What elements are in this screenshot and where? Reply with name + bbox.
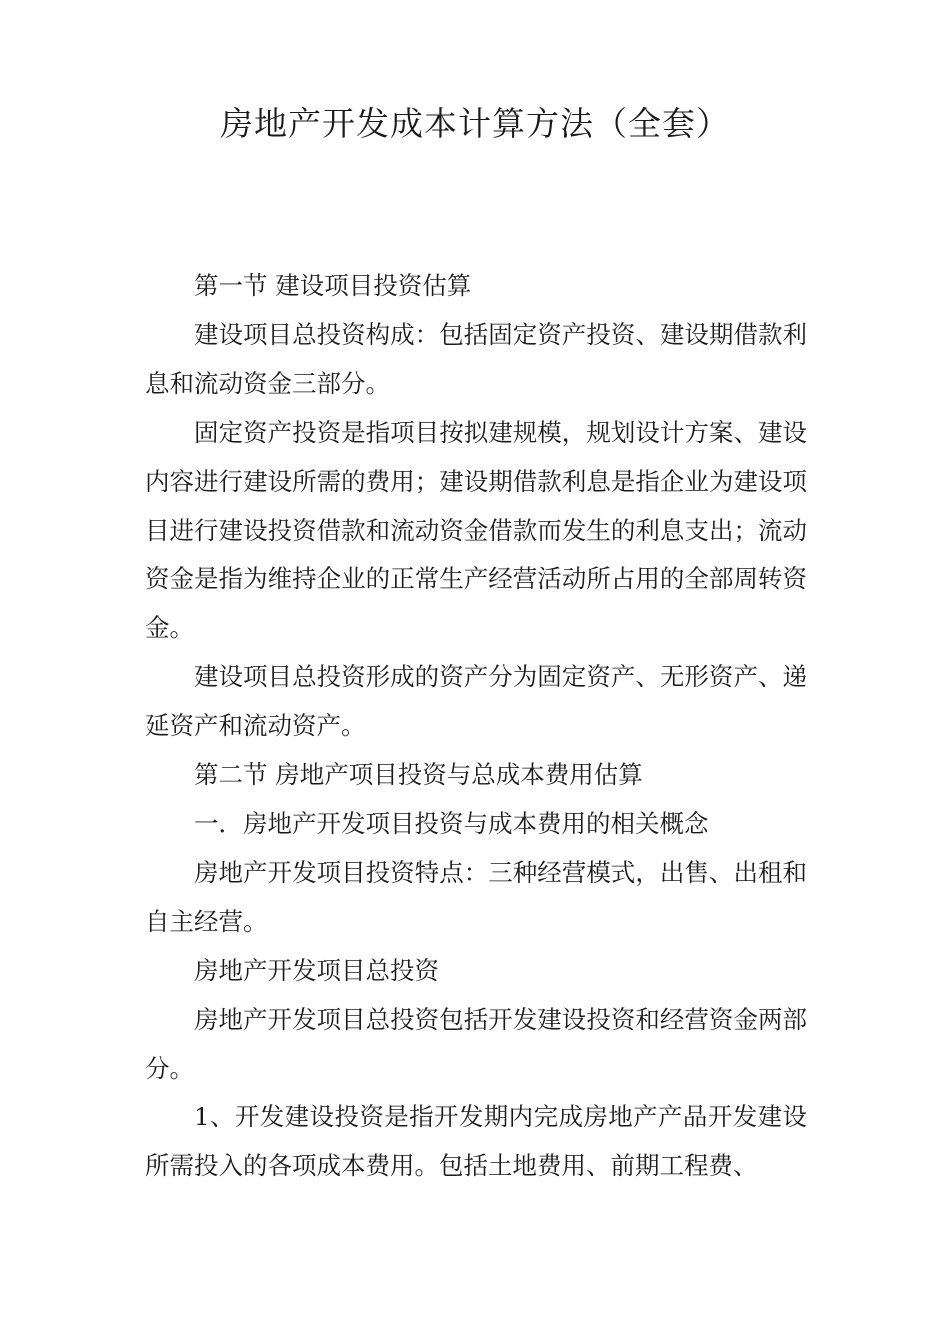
section-heading-2: 第二节 房地产项目投资与总成本费用估算 [194, 760, 643, 790]
paragraph-total-investment-heading: 房地产开发项目总投资 [194, 955, 439, 985]
document-title: 房地产开发成本计算方法（全套） [220, 104, 730, 143]
paragraph-total-investment: 建设项目总投资构成：包括固定资产投资、建设期借款利息和流动资金三部分。 [145, 319, 807, 398]
paragraph-total-investment-parts: 房地产开发项目总投资包括开发建设投资和经营资金两部分。 [145, 1004, 807, 1083]
section-heading-1: 第一节 建设项目投资估算 [194, 271, 472, 300]
paragraph-fixed-assets: 固定资产投资是指项目按拟建规模，规划设计方案、建设内容进行建设所需的费用；建设期借款利息是指企业为建设项目进行建设投资借款和流动资金借款而发生的利息支出；流动资金是指为维持企业的正常生产经营活动所占用的全部周转资金。 [145, 417, 807, 643]
subsection-heading-1: 一．房地产开发项目投资与成本费用的相关概念 [194, 808, 709, 838]
paragraph-investment-features: 房地产开发项目投资特点：三种经营模式，出售、出租和自主经营。 [145, 857, 807, 936]
document-body [145, 262, 807, 1191]
paragraph-asset-types: 建设项目总投资形成的资产分为固定资产、无形资产、递延资产和流动资产。 [145, 662, 807, 741]
paragraph-development-investment: 1、开发建设投资是指开发期内完成房地产产品开发建设所需投入的各项成本费用。包括土地费用、前期工程费、 [145, 1102, 807, 1181]
